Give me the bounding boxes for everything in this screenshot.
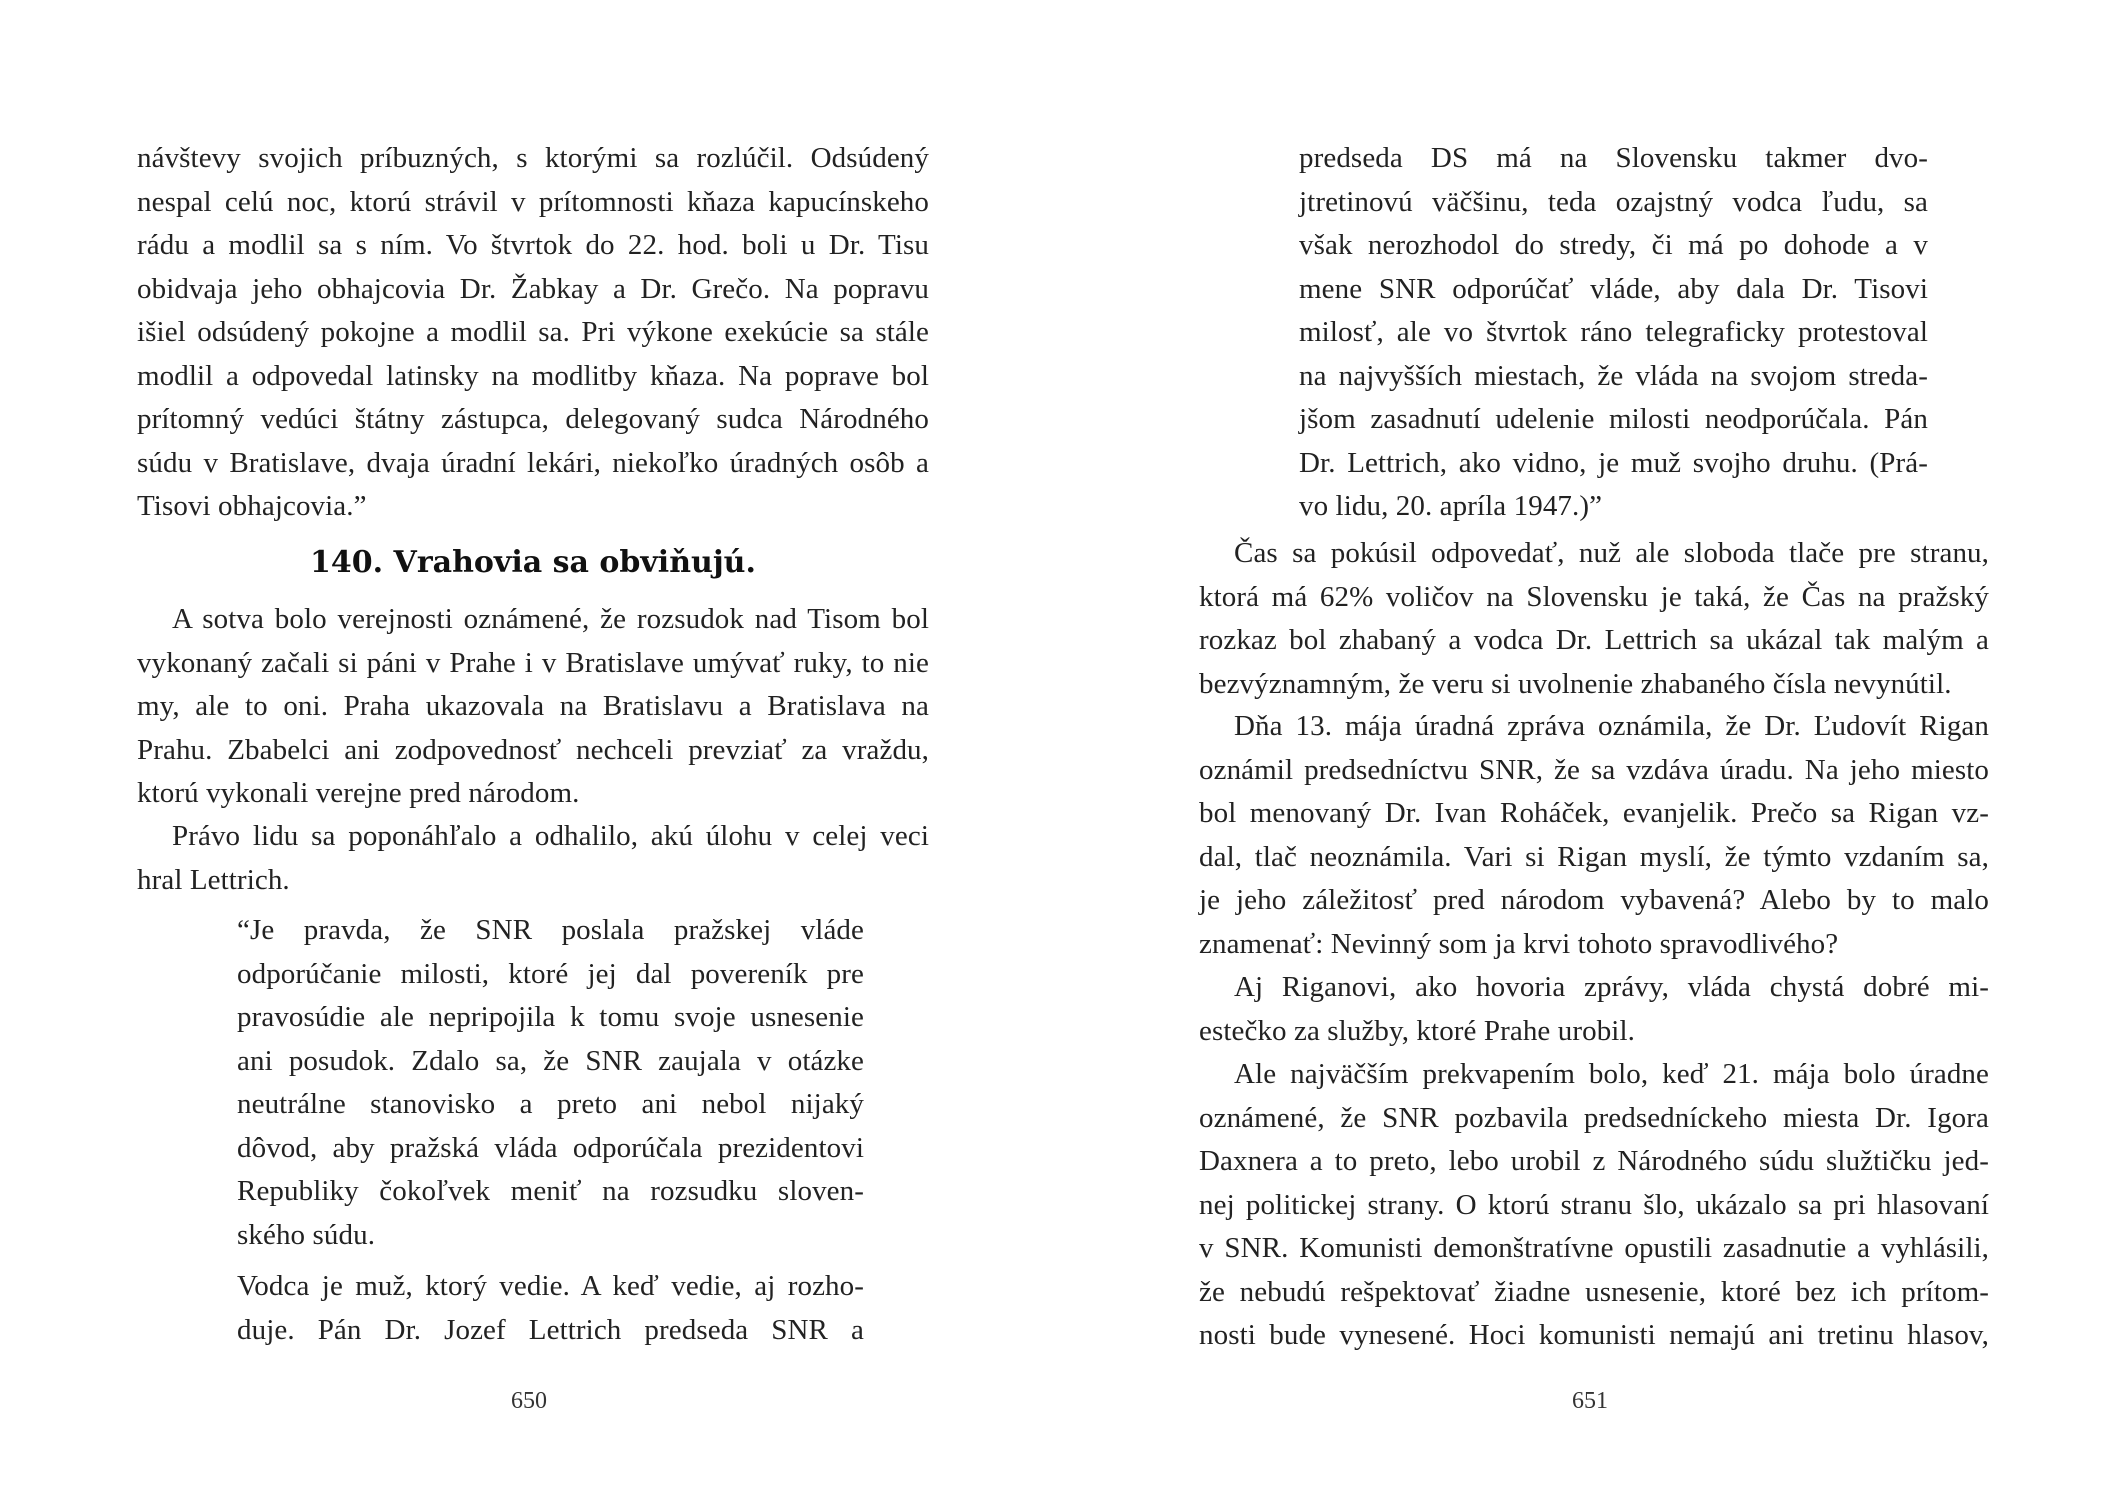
text-line: vykonaný začali si páni v Prahe i v Bratislave umývať ruky, to nie <box>137 646 929 679</box>
text-line: vo lidu, 20. apríla 1947.)” <box>1299 490 1603 522</box>
text-line: my, ale to oni. Praha ukazovala na Bratislavu a Bratislava na <box>137 690 929 722</box>
text-line: obidvaja jeho obhajcovia Dr. Žabkay a Dr. Grečo. Na popravu <box>137 272 929 305</box>
text-line: Prahu. Zbabelci ani zodpovednosť nechceli prevziať za vraždu, <box>137 733 929 766</box>
text-line: milosť, ale vo štvrtok ráno telegraficky protestoval <box>1299 316 1928 348</box>
section-heading: 140. Vrahovia sa obviňujú. <box>310 545 756 580</box>
text-line: Vodca je muž, ktorý vedie. A keď vedie, aj rozho- <box>237 1270 864 1302</box>
text-line: oznámené, že SNR pozbavila predsedníckeho miesta Dr. Igora <box>1199 1101 1989 1134</box>
text-line: je jeho záležitosť pred národom vybavená? Alebo by to malo <box>1199 884 1989 916</box>
text-line: bezvýznamným, že veru si uvolnenie zhabaného čísla nevynútil. <box>1199 667 1952 700</box>
text-line: oznámil predsedníctvu SNR, že sa vzdáva úradu. Na jeho miesto <box>1199 753 1989 786</box>
text-line: duje. Pán Dr. Jozef Lettrich predseda SNR a <box>237 1313 864 1346</box>
text-line: pravosúdie ale nepripojila k tomu svoje usnesenie <box>237 1001 864 1033</box>
text-line: ského súdu. <box>237 1218 376 1251</box>
text-line: však nerozhodol do stredy, či má po dohode a v <box>1299 229 1928 261</box>
text-line: dôvod, aby pražská vláda odporúčala prezidentovi <box>237 1131 864 1164</box>
page-number: 650 <box>511 1388 547 1414</box>
text-line: jtretinovú väčšinu, teda ozajstný vodca ľudu, sa <box>1299 185 1928 218</box>
text-line: Republiky čokoľvek meniť na rozsudku sloven- <box>237 1175 864 1207</box>
text-line: nej politickej strany. O ktorú stranu šlo, ukázalo sa pri hlasovaní <box>1199 1188 1989 1221</box>
text-line: predseda DS má na Slovensku takmer dvo- <box>1299 142 1928 174</box>
page-number: 651 <box>1572 1388 1608 1414</box>
text-line: dal, tlač neoznámila. Vari si Rigan myslí, že týmto vzdaním sa, <box>1199 840 1989 873</box>
text-line: Tisovi obhajcovia.” <box>137 490 367 522</box>
text-line: Právo lidu sa poponáhľalo a odhalilo, akú úlohu v celej veci <box>172 820 929 852</box>
text-line: Ale najväčším prekvapením bolo, keď 21. mája bolo úradne <box>1234 1058 1989 1090</box>
text-line: bol menovaný Dr. Ivan Roháček, evanjelik. Prečo sa Rigan vz- <box>1199 797 1989 829</box>
text-line: Daxnera a to preto, lebo urobil z Národného súdu služtičku jed- <box>1199 1145 1989 1177</box>
text-line: Aj Riganovi, ako hovoria zprávy, vláda chystá dobré mi- <box>1234 971 1989 1003</box>
text-line: že nebudú rešpektovať žiadne usnesenie, ktoré bez ich prítom- <box>1199 1275 1989 1308</box>
text-line: rozkaz bol zhabaný a vodca Dr. Lettrich sa ukázal tak malým a <box>1199 624 1989 656</box>
text-line: ani posudok. Zdalo sa, že SNR zaujala v otázke <box>237 1044 864 1077</box>
text-line: Dr. Lettrich, ako vidno, je muž svojho druhu. (Prá- <box>1299 446 1928 479</box>
text-line: odporúčanie milosti, ktoré jej dal povereník pre <box>237 957 864 990</box>
text-line: Čas sa pokúsil odpovedať, nuž ale sloboda tlače pre stranu, <box>1234 537 1989 569</box>
text-line: neutrálne stanovisko a preto ani nebol nijaký <box>237 1088 864 1120</box>
text-line: jšom zasadnutí udelenie milosti neodporúčala. Pán <box>1299 403 1928 435</box>
text-line: nespal celú noc, ktorú strávil v prítomnosti kňaza kapucínskeho <box>137 185 929 218</box>
text-line: prítomný vedúci štátny zástupca, delegovaný sudca Národného <box>137 403 929 435</box>
text-line: modlil a odpovedal latinsky na modlitby kňaza. Na poprave bol <box>137 359 929 392</box>
right-page <box>1059 0 2118 1500</box>
text-line: návštevy svojich príbuzných, s ktorými sa rozlúčil. Odsúdený <box>137 142 929 174</box>
text-line: ktorá má 62% voličov na Slovensku je taká, že Čas na pražský <box>1199 580 1989 613</box>
text-line: na najvyšších miestach, že vláda na svojom streda- <box>1299 359 1928 392</box>
text-line: rádu a modlil sa s ním. Vo štvrtok do 22. hod. boli u Dr. Tisu <box>137 229 929 261</box>
text-line: išiel odsúdený pokojne a modlil sa. Pri výkone exekúcie sa stále <box>137 316 929 348</box>
text-line: A sotva bolo verejnosti oznámené, že rozsudok nad Tisom bol <box>172 603 929 635</box>
text-line: estečko za služby, ktoré Prahe urobil. <box>1199 1014 1635 1047</box>
text-line: mene SNR odporúčať vláde, aby dala Dr. Tisovi <box>1299 272 1928 305</box>
text-line: Dňa 13. mája úradná zpráva oznámila, že Dr. Ľudovít Rigan <box>1234 710 1989 742</box>
text-line: “Je pravda, že SNR poslala pražskej vláde <box>237 914 864 946</box>
text-line: ktorú vykonali verejne pred národom. <box>137 777 580 809</box>
text-line: znamenať: Nevinný som ja krvi tohoto spravodlivého? <box>1199 927 1839 960</box>
text-line: hral Lettrich. <box>137 863 290 896</box>
text-line: v SNR. Komunisti demonštratívne opustili zasadnutie a vyhlásili, <box>1199 1232 1989 1264</box>
text-line: súdu v Bratislave, dvaja úradní lekári, niekoľko úradných osôb a <box>137 446 929 479</box>
text-line: nosti bude vynesené. Hoci komunisti nemajú ani tretinu hlasov, <box>1199 1319 1989 1351</box>
